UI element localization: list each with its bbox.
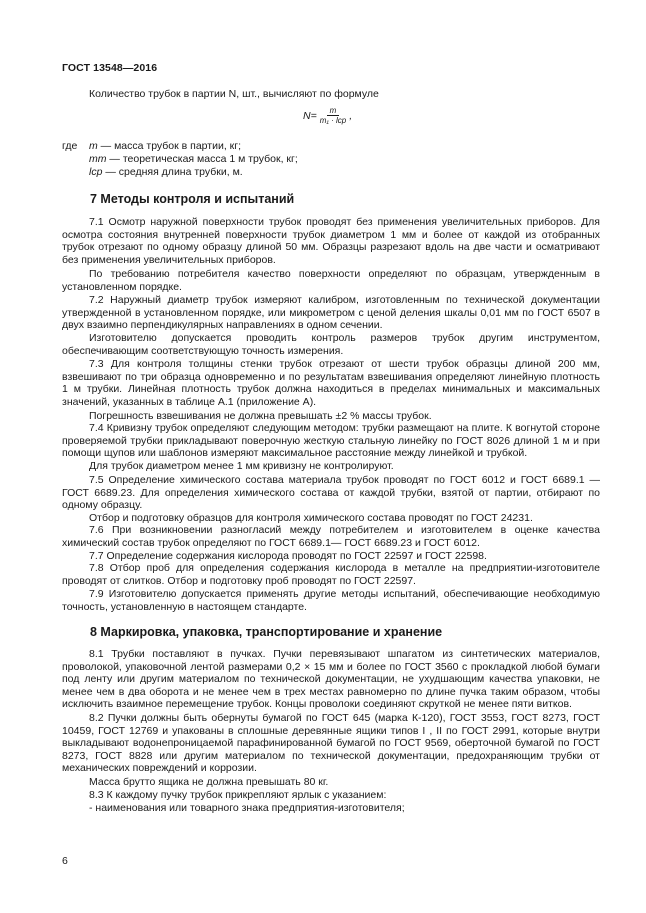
legend-desc: — масса трубок в партии, кг;	[97, 140, 242, 152]
legend-row	[62, 153, 298, 166]
formula-intro: Количество трубок в партии N, шт., вычисляют по формуле	[89, 88, 379, 100]
page-number: 6	[62, 855, 68, 867]
section-7-title: 7 Методы контроля и испытаний	[90, 192, 295, 206]
legend-row	[62, 166, 298, 179]
legend-desc: — теоретическая масса 1 м трубок, кг;	[106, 153, 298, 165]
paragraph: 8.1 Трубки поставляют в пучках. Пучки перевязывают шпагатом из синтетических материалов, проволокой, упаковочной лентой размерами 0,2 × 15 мм и более по ГОСТ 3560 с прокладкой любой бумаги под ленту или другим материалом по технической документации, не ухудшающим качества упаковки, не менее чем в два оборота и не менее чем в трех местах равномерно по длине пучка таким образом, чтобы исключить взаимное перемещение трубок. Концы проволоки соединяют скруткой не менее пяти витков.	[62, 648, 600, 710]
paragraph: 8.2 Пучки должны быть обернуты бумагой по ГОСТ 645 (марка К-120), ГОСТ 3553, ГОСТ 8273, ГОСТ 10459, ГОСТ 12769 и упакованы в сплошные деревянные ящики типов I , II по ГОСТ 2991, которые внутри выкладывают водонепроницаемой парафинированной бумагой по ГОСТ 9569, оберточной бумагой по ГОСТ 8273, ГОСТ 8828 или другим материалом по технической документации, предохраняющим трубки от механических повреждений и коррозии.	[62, 712, 600, 774]
legend-word: где	[62, 140, 78, 152]
formula-fraction	[318, 106, 349, 126]
paragraph: Для трубок диаметром менее 1 мм кривизну не контролируют.	[89, 460, 394, 472]
formula	[303, 106, 352, 126]
paragraph: 7.9 Изготовителю допускается применять другие методы испытаний, обеспечивающие необходимую точность, установленную в настоящем стандарте.	[62, 588, 600, 613]
legend-row	[62, 140, 298, 153]
paragraph: 7.3 Для контроля толщины стенки трубок отрезают от шести трубок образцы длиной 200 мм, взвешивают по три образца одновременно и по результатам взвешивания определяют линейную плотность 1 м трубки. Линейная плотность трубок должна находиться в пределах минимальных и максимальных значений, указанных в таблице А.1 (приложение А).	[62, 358, 600, 408]
legend-symbol: m	[89, 140, 98, 152]
paragraph: Отбор и подготовку образцов для контроля химического состава проводят по ГОСТ 24231.	[89, 512, 533, 524]
formula-numerator: m	[327, 106, 340, 116]
paragraph: 8.3 К каждому пучку трубок прикрепляют ярлык с указанием:	[89, 789, 387, 801]
paragraph: - наименования или товарного знака предприятия-изготовителя;	[89, 802, 405, 814]
section-8-title: 8 Маркировка, упаковка, транспортирование и хранение	[90, 625, 443, 639]
paragraph: По требованию потребителя качество поверхности определяют по образцам, утвержденным в установленном порядке.	[62, 268, 600, 293]
paragraph: 7.5 Определение химического состава материала трубок проводят по ГОСТ 6012 и ГОСТ 6689.1 — ГОСТ 6689.23. Для определения химического состава от каждой трубки, взятой от партии, отбирают по одному образцу.	[62, 474, 600, 511]
paragraph: Погрешность взвешивания не должна превышать ±2 % массы трубок.	[89, 410, 432, 422]
formula-lhs: N=	[303, 110, 317, 122]
formula-suffix: ,	[349, 110, 353, 122]
formula-denominator: m₁ · lср	[319, 116, 347, 125]
legend-symbol: mт	[89, 153, 107, 165]
paragraph: 7.2 Наружный диаметр трубок измеряют калибром, изготовленным по технической документации утвержденной в установленном порядке, или микрометром с ценой деления шкалы 0,01 мм по ГОСТ 6507 в двух взаимно перпендикулярных направлениях в одном сечении.	[62, 294, 600, 331]
paragraph: 7.7 Определение содержания кислорода проводят по ГОСТ 22597 и ГОСТ 22598.	[89, 550, 487, 562]
legend-desc: — средняя длина трубки, м.	[102, 166, 243, 178]
document-header: ГОСТ 13548—2016	[62, 62, 158, 74]
paragraph: 7.8 Отбор проб для определения содержания кислорода в металле на предприятии-изготовителе проводят от слитков. Отбор и подготовку проб проводят по ГОСТ 22597.	[62, 562, 600, 587]
paragraph: Масса брутто ящика не должна превышать 80 кг.	[89, 776, 329, 788]
paragraph: 7.6 При возникновении разногласий между потребителем и изготовителем в оценке качества химический состав трубок определяют по ГОСТ 6689.1— ГОСТ 6689.23 и ГОСТ 6012.	[62, 524, 600, 549]
paragraph: 7.4 Кривизну трубок определяют следующим методом: трубки размещают на плите. К вогнутой стороне проверяемой трубки прикладывают поверочную жесткую стальную линейку по ГОСТ 8026 длиной 1 м и при помощи щупов или шаблонов измеряют максимальное расстояние между линейкой и трубкой.	[62, 422, 600, 459]
formula-legend	[62, 140, 298, 179]
paragraph: 7.1 Осмотр наружной поверхности трубок проводят без применения увеличительных приборов. Для осмотра состояния внутренней поверхности трубок диаметром 1 мм и более от каждой из отобранных трубок отрезают по одному образцу длиной 50 мм. Образцы разрезают вдоль на две части и осматривают без применения увеличительных приборов.	[62, 216, 600, 266]
paragraph: Изготовителю допускается проводить контроль размеров трубок другим инструментом, обеспечивающим соответствующую точность измерения.	[62, 332, 600, 357]
legend-symbol: lср	[89, 166, 103, 178]
